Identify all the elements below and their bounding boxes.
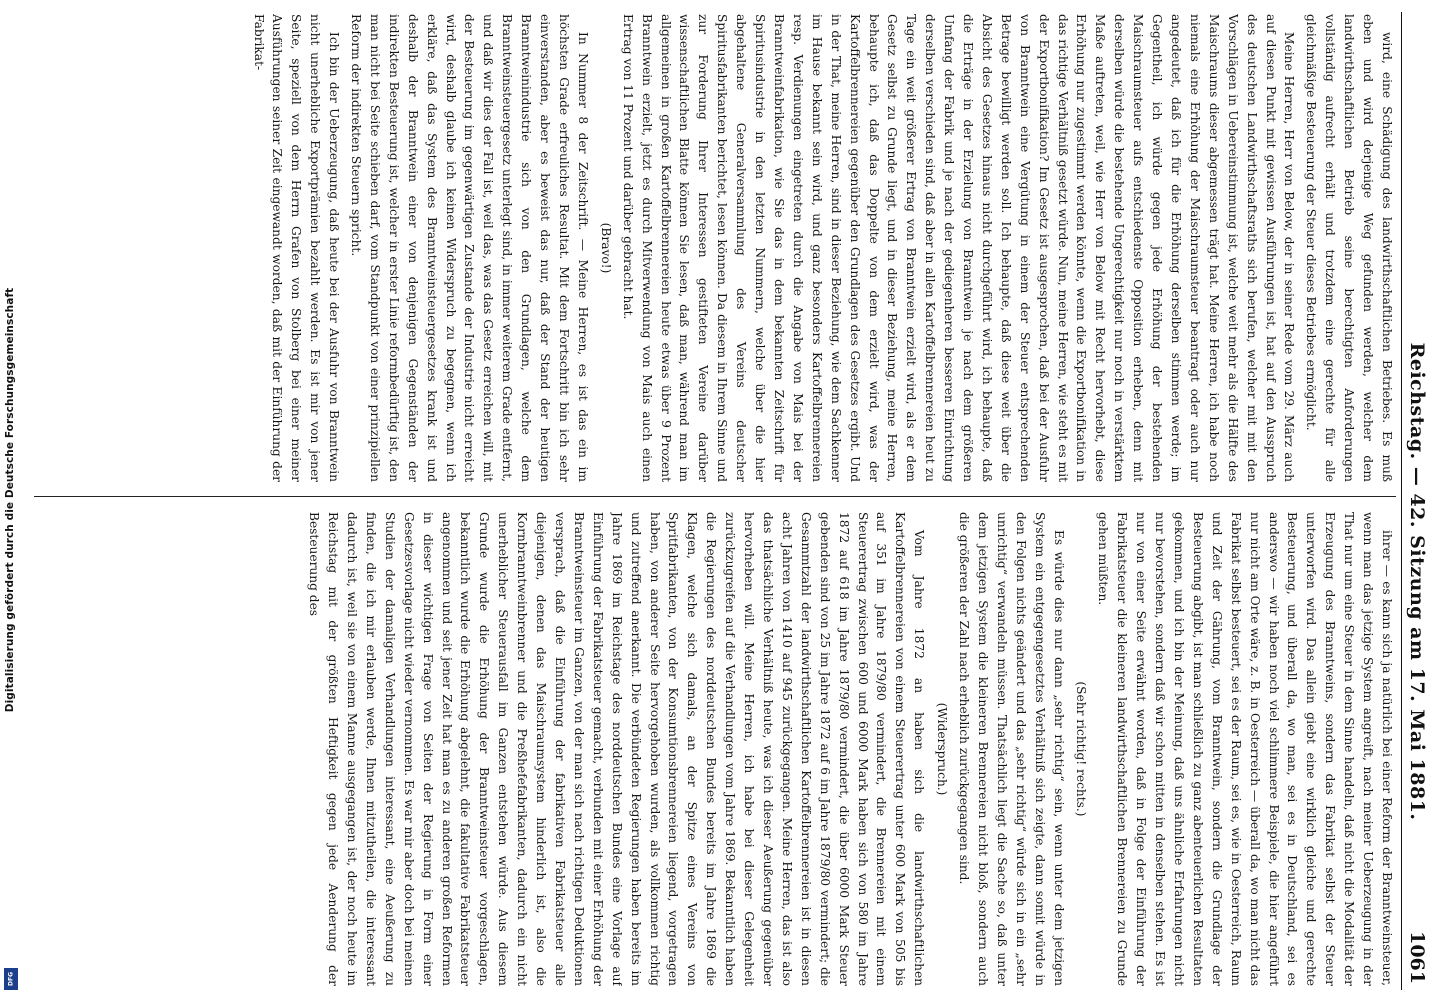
paragraph: Es würde dies nur dann „sehr richtig“ sein, wenn unter dem jetzigen System ein entgegengesetztes Verhältniß sich zeigte, dann somit würde in den Folgen nichts geändert und das „sehr richtig“ würde sich in ein „sehr unrichtig“ verwandeln müssen. Thatsächlich liegt die Sache so, daß unter dem jetzigen System die kleineren Brennereien nicht bloß, sondern auch die größeren der Zahl nach erheblich zurückgegangen sind. — [957, 512, 1066, 986]
dfg-logo: DFG — [4, 968, 18, 990]
column-left — [32, 14, 1396, 482]
interjection: (Bravo!) — [598, 222, 613, 274]
page-number: 1061 — [1406, 931, 1428, 984]
running-head — [1401, 12, 1428, 990]
paragraph: In Nummer 8 der Zeitschrift. — Meine Herren, es ist das ein im höchsten Grade erfreuliches Resultat. Mit dem Fortschritt bin ich sehr einverstanden, aber es beweist das nur, daß der Stand der heutigen Branntweinindustrie sich von den Grundlagen, welche dem Branntweinsteuergesetz unterlegt sind, in immer weiterem Grade entfernt, und daß wir dies der Fall ist, weil das, was das Gesetz erreichen will, mit der Besteuerung im gegenwärtigen Zustande der Industrie nicht erreicht wird, deshalb glaube ich keinen Widerspruch zu begegnen, wenn ich erkläre, daß das System des Branntweinsteuergesetzes krank ist und deshalb der Branntwein einer von denjenigen Gegenständen der indirekten Besteuerung ist, welcher in erster Linie reformbedürftig ist, den man nicht bei Seite schieben darf, vom Standpunkt von einer prinzipiellen Reform der indirekten Steuern spricht. — [349, 14, 590, 482]
scanned-page — [22, 0, 1432, 1000]
interjection: (Sehr richtig! rechts.) — [1074, 681, 1089, 817]
paragraph: wird, eine Schädigung des landwirthschaftlichen Betriebes. Es muß eben und wird derjenige Weg gefunden werden, welcher dem landwirthschaftlichen Betrieb seine berechtigten Anforderungen vollständig aufrecht erhält und trotzdem eine gerechte für alle gleichmäßige Besteuerung der Steuer dieses Betriebes ermöglicht. — [1304, 14, 1394, 482]
page-title: Reichstag. — 42. Sitzung am 17. Mai 1881. — [1406, 342, 1428, 821]
digitization-credit: Digitalisierung gefördert durch die Deutsche Forschungsgemeinschaft — [4, 287, 16, 713]
paragraph: ihrer — es kann sich ja natürlich bei einer Reform der Branntweinsteuer, wenn man das jetzige System angreift, nach meiner Ueberzeugung in der That nur um eine Steuer in dem Sinne handeln, daß nicht die Modalität der Erzeugung des Branntweins, sondern das Fabrikat selbst der Steuer unterworfen wird. Das allein giebt eine wirklich gleiche und gerechte Besteuerung, und überall da, wo man, sei es in Deutschland, sei es anderswo — wir haben noch viel schlimmere Beispiele, die hier angeführt nur nicht am Orte wäre, z. B. in Oesterreich — überall da, wo man nicht das Fabrikat selbst besteuert, sei es der Raum, sei es, wie in Oesterreich, Raum und Zeit der Gährung, vom Branntwein, sondern die Grundlage der Besteuerung abgibt, ist man schließlich zu ganz abenteuerlichen Resultaten gekommen, und ich bin der Meinung, daß uns ähnliche Erfahrungen nicht nur bevorstehen, sondern daß wir schon mitten in denselben stehen. Es ist nur von einer Seite erwähnt worden, daß in Folge der Einführung der Fabrikatsteuer die kleineren landwirthschaftlichen Brennereien zu Grunde gehen müßten. — [1096, 512, 1394, 986]
column-divider — [34, 496, 1396, 497]
interjection: (Widerspruch.) — [935, 702, 950, 796]
page-content — [22, 0, 1432, 1000]
paragraph: Vom Jahre 1872 an haben sich die landwirthschaftlichen Kartoffelbrennereien von einem Steuerertrag unter 600 Mark von 505 bis auf 351 im Jahre 1879/80 vermindert, die Brennereien mit einem Steuerertrag zwischen 600 und 6000 Mark haben sich von 580 im Jahre 1872 auf 618 im Jahre 1879/80 vermindert, die über 6000 Mark Steuer gebenden sind von 25 im Jahre 1872 auf 6 im Jahre 1879/80 vermindert; die Gesammtzahl der landwirthschaftlichen Kartoffelbrennereien ist in diesen acht Jahren von 1410 auf 945 zurückgegangen. Meine Herren, das ist also das thatsächliche Verhältniß heute, was ich dieser Aeußerung gegenüber hervorheben will. Meine Herren, ich habe bei dieser Gelegenheit zurückzugreifen auf die Verhandlungen vom Jahre 1869. Bekanntlich haben die Regierungen des norddeutschen Bundes bereits im Jahre 1869 die Klagen, welche sich damals, an der Spitze eines Vereins von Spritfabrikanten, von der Konsumtionsbrennereien liegend, vorgetragen haben, von anderer Seite hervorgehoben wurden, als vollkommen richtig und zutreffend anerkannt. Die verbündeten Regierungen haben bereits im Jahre 1869 im Reichstage des norddeutschen Bundes eine Vorlage auf Einführung der Fabrikatsteuer gemacht, verbunden mit einer Erhöhung der Branntweinsteuer im Ganzen, von der man sich nach richtigen Deduktionen versprach, daß die Einführung der fabrikativen Fabrikatsteuer alle diejenigen, denen das Maischraumsystem hinderlich ist, also die Kornbranntweinbrenner und die Preßhefefabrikanten, dadurch ein nicht unerheblicher Steuerausfall im Ganzen entstehen würde. Aus diesem Grunde wurde die Erhöhung der Branntweinsteuer vorgeschlagen, bekanntlich wurde die Erhöhung abgelehnt, die fakultative Fabrikatsteuer angenommen und seit jener Zeit hat man es zu anderen großen Reformen in dieser wichtigen Frage von Seiten der Regierung in Form einer Gesetzesvorlage nicht wieder vernommen. Es war mir aber doch bei meinen Studien der damaligen Verhandlungen interessant, eine Aeußerung zu finden, die ich mir erlauben werde, Ihnen mitzutheilen, die interessant dadurch ist, weil sie von einem Manne ausgegangen ist, der noch heute im Reichstag mit der größten Heftigkeit gegen jede Aenderung der Besteuerung des — [307, 512, 927, 986]
paragraph: Meine Herren, Herr von Below, der in seiner Rede vom 29. März auch auf diesen Punkt mit gewissen Ausführungen ist, hat auf den Ausspruch des deutschen Landwirthschaftsraths sich berufen, welcher mit mit den Vorschlägen in Uebereinstimmung ist, welche weit mehr als die Hälfte des Maischraums dieser abgemessen trägt hat. Meine Herren, ich habe noch niemals eine Erhöhung der Maischraumsteuer beantragt oder auch nur angedeutet, daß ich für die Erhöhung derselben stimmen werde; im Gegentheil, ich würde gegen jede Erhöhung der bestehenden Maischraumsteuer aufs entschiedenste Opposition erheben, denn mit derselben würde die bestehende Ungerechtigkeit nur noch in verstärktem Maße auftreten, weil, wie Herr von Below mit Recht hervorhebt, diese Erhöhung nur zugestimmt werden könnte, wenn die Exportbonifikation in das richtige Verhältniß gesetzt würde. Nun, meine Herren, wie steht es mit der Exportbonifikation? Im Gesetz ist ausgesprochen, daß bei der Ausfuhr von Branntwein eine Vergütung in einem der Steuer entsprechenden Betrage bewilligt werden soll. Ich behaupte, daß diese weit über die Absicht des Gesetzes hinaus nicht durchgeführt wird, ich behaupte, daß die Erträge in der Erzielung von Branntwein je nach dem größeren Umfang der Fabrik und je nach der gediegenheren besseren Einrichtung derselben verschieden sind, daß aber in allen Kartoffelbrennereien heut zu Tage ein weit größerer Ertrag von Branntwein erzielt wird, als er dem Gesetz selbst zu Grunde liegt, und in dieser Beziehung, meine Herren, behaupte ich, daß das Doppelte von dem erzielt wird, was der Kartoffelbrennereien gegenüber den Grundlagen des Gesetzes ergibt. Und in der That, meine Herren, sind in dieser Beziehung, wie dem Sachkenner im Hause bekannt sein wird, und ganz besonders Kartoffelbrennereien resp. Verdienungen eingetreten durch die Angabe von Mais bei der Branntweinfabrikation, wie Sie das in dem bekannten Zeitschrift für Spiritusindustrie in den letzten Nummern, welche über die hier abgehaltene Generalversammlung des Vereins deutscher Spiritusfabrikanten berichtet, lesen können. Da diesem in Ihrem Sinne und zur Forderung Ihrer Interessen gestifteten Vereine darüber wissenschaftlichen Blatte können Sie lesen, daß man, während man im allgemeinen in großen Kartoffelbrennereien heute etwas über 9 Prozent Branntwein erzielt, jetzt es durch Mitverwendung von Mais auch einen Ertrag von 11 Prozent und darüber gebracht hat. — [620, 14, 1297, 482]
credit-strip — [0, 0, 20, 1000]
paragraph: Ich bin der Ueberzeugung, daß heute bei der Ausfuhr von Branntwein nicht unerhebliche Exportprämien bezahlt werden. Es ist mir von jener Seite, speziell von dem Herrn Grafen von Stolberg bei einer meiner Ausführungen seiner Zeit eingewandt worden, daß mit der Einführung der Fabrikat- — [251, 14, 342, 482]
column-right — [32, 512, 1396, 986]
